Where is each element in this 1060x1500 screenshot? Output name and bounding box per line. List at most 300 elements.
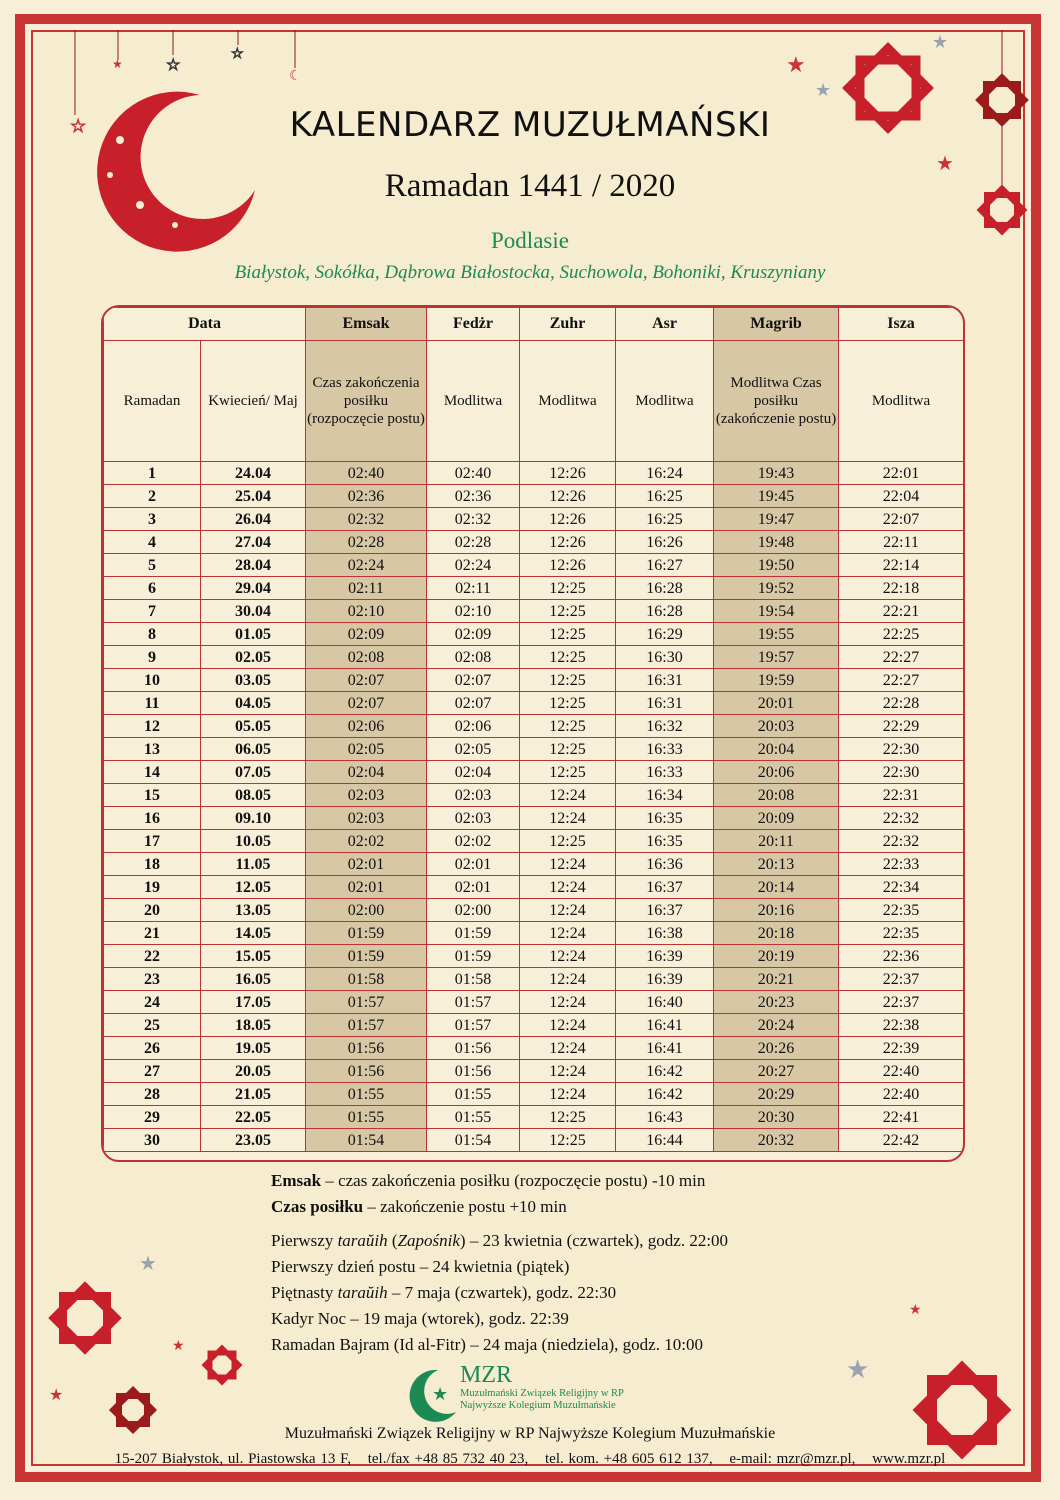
table-row bbox=[104, 577, 964, 600]
star-icon: ★ bbox=[49, 1385, 64, 1404]
subheader-asr: Modlitwa bbox=[616, 341, 714, 462]
cell-isza: 22:18 bbox=[839, 577, 964, 600]
cell-asr: 16:28 bbox=[616, 577, 714, 600]
cell-asr: 16:31 bbox=[616, 669, 714, 692]
cell-fedzr: 02:40 bbox=[427, 462, 520, 485]
cell-isza: 22:28 bbox=[839, 692, 964, 715]
cell-ramadan-day: 8 bbox=[104, 623, 201, 646]
cell-emsak: 01:59 bbox=[306, 945, 427, 968]
cell-fedzr: 02:07 bbox=[427, 669, 520, 692]
cell-fedzr: 02:36 bbox=[427, 485, 520, 508]
cell-ramadan-day: 4 bbox=[104, 531, 201, 554]
cell-magrib: 19:54 bbox=[714, 600, 839, 623]
cell-ramadan-day: 17 bbox=[104, 830, 201, 853]
cell-isza: 22:42 bbox=[839, 1129, 964, 1152]
cell-asr: 16:27 bbox=[616, 554, 714, 577]
cell-date: 28.04 bbox=[201, 554, 306, 577]
cell-ramadan-day: 19 bbox=[104, 876, 201, 899]
cell-magrib: 20:13 bbox=[714, 853, 839, 876]
cell-fedzr: 01:57 bbox=[427, 991, 520, 1014]
logo-text bbox=[460, 1362, 624, 1412]
cell-fedzr: 02:11 bbox=[427, 577, 520, 600]
cell-zuhr: 12:25 bbox=[520, 830, 616, 853]
table-row bbox=[104, 1014, 964, 1037]
cell-zuhr: 12:24 bbox=[520, 876, 616, 899]
cell-asr: 16:33 bbox=[616, 761, 714, 784]
footer-contact bbox=[0, 1451, 1060, 1468]
cell-zuhr: 12:24 bbox=[520, 807, 616, 830]
cell-isza: 22:11 bbox=[839, 531, 964, 554]
cell-ramadan-day: 26 bbox=[104, 1037, 201, 1060]
cell-fedzr: 02:09 bbox=[427, 623, 520, 646]
cell-isza: 22:01 bbox=[839, 462, 964, 485]
cell-isza: 22:35 bbox=[839, 899, 964, 922]
cell-zuhr: 12:24 bbox=[520, 853, 616, 876]
cell-ramadan-day: 24 bbox=[104, 991, 201, 1014]
cell-ramadan-day: 2 bbox=[104, 485, 201, 508]
cell-asr: 16:38 bbox=[616, 922, 714, 945]
cell-zuhr: 12:26 bbox=[520, 485, 616, 508]
cell-magrib: 19:48 bbox=[714, 531, 839, 554]
cell-asr: 16:40 bbox=[616, 991, 714, 1014]
cell-isza: 22:27 bbox=[839, 669, 964, 692]
table-row bbox=[104, 945, 964, 968]
cell-ramadan-day: 18 bbox=[104, 853, 201, 876]
prayer-times-table bbox=[103, 307, 964, 1152]
footer-www[interactable]: www.mzr.pl bbox=[872, 1451, 946, 1467]
footer-organization: Muzułmański Związek Religijny w RP Najwyższe Kolegium Muzułmańskie bbox=[284, 1425, 776, 1442]
star-icon: ★ bbox=[786, 53, 806, 78]
cell-date: 12.05 bbox=[201, 876, 306, 899]
star-icon: ★ bbox=[172, 1338, 185, 1354]
cell-zuhr: 12:25 bbox=[520, 738, 616, 761]
cell-ramadan-day: 27 bbox=[104, 1060, 201, 1083]
cell-fedzr: 02:01 bbox=[427, 853, 520, 876]
cell-zuhr: 12:24 bbox=[520, 945, 616, 968]
cell-ramadan-day: 7 bbox=[104, 600, 201, 623]
cell-fedzr: 01:56 bbox=[427, 1037, 520, 1060]
cell-zuhr: 12:25 bbox=[520, 623, 616, 646]
cell-zuhr: 12:24 bbox=[520, 899, 616, 922]
cell-asr: 16:37 bbox=[616, 876, 714, 899]
cell-magrib: 19:43 bbox=[714, 462, 839, 485]
cell-emsak: 02:04 bbox=[306, 761, 427, 784]
star-icon: ★ bbox=[815, 80, 832, 101]
cell-fedzr: 02:02 bbox=[427, 830, 520, 853]
cell-magrib: 19:57 bbox=[714, 646, 839, 669]
cell-fedzr: 02:10 bbox=[427, 600, 520, 623]
cell-asr: 16:33 bbox=[616, 738, 714, 761]
table-row bbox=[104, 485, 964, 508]
cell-ramadan-day: 3 bbox=[104, 508, 201, 531]
cell-date: 09.10 bbox=[201, 807, 306, 830]
cell-fedzr: 01:55 bbox=[427, 1083, 520, 1106]
star-icon: ★ bbox=[936, 151, 954, 175]
cell-magrib: 20:11 bbox=[714, 830, 839, 853]
table-row bbox=[104, 922, 964, 945]
cell-fedzr: 02:32 bbox=[427, 508, 520, 531]
header-data: Data bbox=[104, 308, 306, 341]
cell-zuhr: 12:25 bbox=[520, 761, 616, 784]
cell-asr: 16:25 bbox=[616, 508, 714, 531]
cell-emsak: 01:56 bbox=[306, 1037, 427, 1060]
cell-magrib: 20:01 bbox=[714, 692, 839, 715]
cell-emsak: 02:01 bbox=[306, 876, 427, 899]
cell-ramadan-day: 22 bbox=[104, 945, 201, 968]
cell-isza: 22:29 bbox=[839, 715, 964, 738]
cell-fedzr: 02:08 bbox=[427, 646, 520, 669]
cell-ramadan-day: 30 bbox=[104, 1129, 201, 1152]
cell-ramadan-day: 14 bbox=[104, 761, 201, 784]
cell-magrib: 19:45 bbox=[714, 485, 839, 508]
table-row bbox=[104, 1129, 964, 1152]
cell-ramadan-day: 5 bbox=[104, 554, 201, 577]
logo-star-icon: ★ bbox=[432, 1384, 449, 1405]
page-subtitle: Ramadan 1441 / 2020 bbox=[384, 168, 676, 204]
logo-line1: Muzułmański Związek Religijny w RP bbox=[460, 1388, 624, 1399]
cell-zuhr: 12:24 bbox=[520, 1037, 616, 1060]
note-kadyr-night: Kadyr Noc – 19 maja (wtorek), godz. 22:39 bbox=[271, 1309, 569, 1328]
table-row bbox=[104, 715, 964, 738]
octagram-bottom-left-2 bbox=[205, 1348, 239, 1382]
cell-date: 20.05 bbox=[201, 1060, 306, 1083]
cell-magrib: 20:09 bbox=[714, 807, 839, 830]
cell-ramadan-day: 12 bbox=[104, 715, 201, 738]
table-row bbox=[104, 692, 964, 715]
cell-ramadan-day: 11 bbox=[104, 692, 201, 715]
subheader-isza: Modlitwa bbox=[839, 341, 964, 462]
cell-date: 27.04 bbox=[201, 531, 306, 554]
cell-date: 14.05 bbox=[201, 922, 306, 945]
cell-isza: 22:32 bbox=[839, 807, 964, 830]
cell-emsak: 01:57 bbox=[306, 991, 427, 1014]
star-icon: ☆ bbox=[166, 55, 181, 74]
cell-isza: 22:31 bbox=[839, 784, 964, 807]
cell-fedzr: 02:05 bbox=[427, 738, 520, 761]
cell-date: 18.05 bbox=[201, 1014, 306, 1037]
cell-emsak: 02:11 bbox=[306, 577, 427, 600]
cell-fedzr: 01:59 bbox=[427, 945, 520, 968]
table-row bbox=[104, 508, 964, 531]
footer-tel: tel./fax +48 85 732 40 23, bbox=[367, 1451, 529, 1467]
table-row bbox=[104, 531, 964, 554]
cell-zuhr: 12:25 bbox=[520, 600, 616, 623]
cell-asr: 16:44 bbox=[616, 1129, 714, 1152]
cell-isza: 22:34 bbox=[839, 876, 964, 899]
cell-isza: 22:30 bbox=[839, 761, 964, 784]
subheader-date: Kwiecień/ Maj bbox=[201, 341, 306, 462]
cell-zuhr: 12:24 bbox=[520, 968, 616, 991]
cell-date: 16.05 bbox=[201, 968, 306, 991]
cell-date: 19.05 bbox=[201, 1037, 306, 1060]
cell-emsak: 02:02 bbox=[306, 830, 427, 853]
cell-fedzr: 02:24 bbox=[427, 554, 520, 577]
cell-zuhr: 12:26 bbox=[520, 531, 616, 554]
cell-magrib: 19:52 bbox=[714, 577, 839, 600]
cell-ramadan-day: 15 bbox=[104, 784, 201, 807]
header-emsak: Emsak bbox=[306, 308, 427, 341]
cell-asr: 16:35 bbox=[616, 830, 714, 853]
note-fifteenth-tarawih: Piętnasty taraŭih – 7 maja (czwartek), godz. 22:30 bbox=[271, 1283, 617, 1302]
cell-magrib: 20:06 bbox=[714, 761, 839, 784]
cell-asr: 16:39 bbox=[616, 945, 714, 968]
cell-asr: 16:28 bbox=[616, 600, 714, 623]
cell-magrib: 20:19 bbox=[714, 945, 839, 968]
cell-date: 21.05 bbox=[201, 1083, 306, 1106]
prayer-times-table-container bbox=[101, 305, 965, 1162]
page-title: KALENDARZ MUZUŁMAŃSKI bbox=[289, 105, 771, 145]
cell-date: 08.05 bbox=[201, 784, 306, 807]
cell-emsak: 01:56 bbox=[306, 1060, 427, 1083]
cell-zuhr: 12:25 bbox=[520, 692, 616, 715]
cell-date: 13.05 bbox=[201, 899, 306, 922]
cell-isza: 22:36 bbox=[839, 945, 964, 968]
cell-emsak: 02:03 bbox=[306, 784, 427, 807]
note-first-fast-day: Pierwszy dzień postu – 24 kwietnia (piątek) bbox=[271, 1257, 570, 1276]
cell-date: 30.04 bbox=[201, 600, 306, 623]
region-label: Podlasie bbox=[491, 228, 569, 253]
star-icon: ☆ bbox=[231, 46, 244, 62]
footer-mobile: tel. kom. +48 605 612 137, bbox=[545, 1451, 713, 1467]
cell-emsak: 02:40 bbox=[306, 462, 427, 485]
cell-isza: 22:39 bbox=[839, 1037, 964, 1060]
table-row bbox=[104, 968, 964, 991]
cell-magrib: 19:47 bbox=[714, 508, 839, 531]
table-row bbox=[104, 1060, 964, 1083]
cell-date: 15.05 bbox=[201, 945, 306, 968]
cell-isza: 22:25 bbox=[839, 623, 964, 646]
header-asr: Asr bbox=[616, 308, 714, 341]
subheader-ramadan: Ramadan bbox=[104, 341, 201, 462]
table-row bbox=[104, 830, 964, 853]
cell-emsak: 02:08 bbox=[306, 646, 427, 669]
cell-isza: 22:04 bbox=[839, 485, 964, 508]
cell-isza: 22:32 bbox=[839, 830, 964, 853]
cell-magrib: 20:21 bbox=[714, 968, 839, 991]
cell-isza: 22:37 bbox=[839, 991, 964, 1014]
logo-line2: Najwyższe Kolegium Muzułmańskie bbox=[460, 1400, 616, 1411]
cell-zuhr: 12:26 bbox=[520, 462, 616, 485]
cell-emsak: 01:55 bbox=[306, 1106, 427, 1129]
cell-ramadan-day: 16 bbox=[104, 807, 201, 830]
cell-fedzr: 01:56 bbox=[427, 1060, 520, 1083]
cell-fedzr: 01:54 bbox=[427, 1129, 520, 1152]
cell-magrib: 20:18 bbox=[714, 922, 839, 945]
crescent-icon: ☾ bbox=[289, 68, 302, 84]
cell-ramadan-day: 1 bbox=[104, 462, 201, 485]
table-row bbox=[104, 807, 964, 830]
star-icon: ☆ bbox=[70, 116, 87, 137]
table-row bbox=[104, 1106, 964, 1129]
cell-emsak: 02:07 bbox=[306, 669, 427, 692]
table-row bbox=[104, 462, 964, 485]
cell-emsak: 02:24 bbox=[306, 554, 427, 577]
cell-isza: 22:27 bbox=[839, 646, 964, 669]
cell-magrib: 20:29 bbox=[714, 1083, 839, 1106]
header-fedzr: Fedżr bbox=[427, 308, 520, 341]
cell-asr: 16:35 bbox=[616, 807, 714, 830]
cell-emsak: 02:10 bbox=[306, 600, 427, 623]
note-first-tarawih: Pierwszy taraŭih (Zapośnik) – 23 kwietnia (czwartek), godz. 22:00 bbox=[271, 1231, 729, 1250]
cell-isza: 22:07 bbox=[839, 508, 964, 531]
cell-fedzr: 01:58 bbox=[427, 968, 520, 991]
cell-date: 25.04 bbox=[201, 485, 306, 508]
cell-asr: 16:31 bbox=[616, 692, 714, 715]
cell-ramadan-day: 6 bbox=[104, 577, 201, 600]
cell-emsak: 01:55 bbox=[306, 1083, 427, 1106]
cell-ramadan-day: 29 bbox=[104, 1106, 201, 1129]
table-row bbox=[104, 646, 964, 669]
cell-zuhr: 12:25 bbox=[520, 646, 616, 669]
cell-emsak: 02:07 bbox=[306, 692, 427, 715]
cell-date: 06.05 bbox=[201, 738, 306, 761]
cell-isza: 22:41 bbox=[839, 1106, 964, 1129]
cell-magrib: 20:27 bbox=[714, 1060, 839, 1083]
cell-asr: 16:30 bbox=[616, 646, 714, 669]
cell-fedzr: 02:01 bbox=[427, 876, 520, 899]
logo-abbr: MZR bbox=[460, 1362, 513, 1388]
cell-date: 04.05 bbox=[201, 692, 306, 715]
subheader-magrib: Modlitwa Czas posiłku (zakończenie postu) bbox=[714, 341, 839, 462]
cell-asr: 16:36 bbox=[616, 853, 714, 876]
table-row bbox=[104, 623, 964, 646]
cell-isza: 22:30 bbox=[839, 738, 964, 761]
header-isza: Isza bbox=[839, 308, 964, 341]
table-body bbox=[104, 462, 964, 1152]
cell-date: 17.05 bbox=[201, 991, 306, 1014]
cell-date: 26.04 bbox=[201, 508, 306, 531]
cell-zuhr: 12:25 bbox=[520, 577, 616, 600]
cell-ramadan-day: 20 bbox=[104, 899, 201, 922]
table-row bbox=[104, 600, 964, 623]
star-icon: ★ bbox=[846, 1355, 870, 1385]
cell-emsak: 02:09 bbox=[306, 623, 427, 646]
cell-asr: 16:41 bbox=[616, 1037, 714, 1060]
cell-emsak: 01:58 bbox=[306, 968, 427, 991]
cell-ramadan-day: 28 bbox=[104, 1083, 201, 1106]
cell-date: 10.05 bbox=[201, 830, 306, 853]
table-row bbox=[104, 853, 964, 876]
cell-emsak: 02:00 bbox=[306, 899, 427, 922]
cell-emsak: 01:54 bbox=[306, 1129, 427, 1152]
table-row bbox=[104, 876, 964, 899]
header-magrib: Magrib bbox=[714, 308, 839, 341]
cell-date: 07.05 bbox=[201, 761, 306, 784]
cell-emsak: 02:01 bbox=[306, 853, 427, 876]
cell-ramadan-day: 10 bbox=[104, 669, 201, 692]
cell-magrib: 19:59 bbox=[714, 669, 839, 692]
subheader-fedzr: Modlitwa bbox=[427, 341, 520, 462]
cell-fedzr: 02:28 bbox=[427, 531, 520, 554]
cell-date: 02.05 bbox=[201, 646, 306, 669]
cell-emsak: 02:05 bbox=[306, 738, 427, 761]
table-row bbox=[104, 899, 964, 922]
table-row bbox=[104, 761, 964, 784]
cell-fedzr: 01:59 bbox=[427, 922, 520, 945]
table-row bbox=[104, 1083, 964, 1106]
cell-zuhr: 12:24 bbox=[520, 1083, 616, 1106]
cell-zuhr: 12:24 bbox=[520, 991, 616, 1014]
cell-date: 01.05 bbox=[201, 623, 306, 646]
notes bbox=[271, 1168, 728, 1358]
subheader-emsak: Czas zakończenia posiłku (rozpoczęcie postu) bbox=[306, 341, 427, 462]
cell-magrib: 20:03 bbox=[714, 715, 839, 738]
cell-fedzr: 02:03 bbox=[427, 784, 520, 807]
cell-ramadan-day: 23 bbox=[104, 968, 201, 991]
cell-zuhr: 12:26 bbox=[520, 554, 616, 577]
octagram-bottom-left bbox=[54, 1287, 116, 1349]
table-row bbox=[104, 1037, 964, 1060]
cell-emsak: 02:36 bbox=[306, 485, 427, 508]
cell-asr: 16:32 bbox=[616, 715, 714, 738]
cell-magrib: 20:14 bbox=[714, 876, 839, 899]
cell-zuhr: 12:25 bbox=[520, 669, 616, 692]
cell-isza: 22:40 bbox=[839, 1083, 964, 1106]
cell-zuhr: 12:24 bbox=[520, 1060, 616, 1083]
note-emsak: Emsak – czas zakończenia posiłku (rozpoczęcie postu) -10 min bbox=[271, 1171, 706, 1190]
cell-fedzr: 02:03 bbox=[427, 807, 520, 830]
octagram-bottom-left-3 bbox=[113, 1390, 153, 1430]
cell-asr: 16:29 bbox=[616, 623, 714, 646]
cell-zuhr: 12:25 bbox=[520, 1129, 616, 1152]
cell-emsak: 02:03 bbox=[306, 807, 427, 830]
footer-email[interactable]: e-mail: mzr@mzr.pl, bbox=[729, 1451, 856, 1467]
cell-fedzr: 01:57 bbox=[427, 1014, 520, 1037]
table-row bbox=[104, 991, 964, 1014]
cell-fedzr: 02:04 bbox=[427, 761, 520, 784]
cell-emsak: 01:57 bbox=[306, 1014, 427, 1037]
footer-address: 15-207 Białystok, ul. Piastowska 13 F, bbox=[114, 1451, 351, 1467]
cell-zuhr: 12:26 bbox=[520, 508, 616, 531]
cell-date: 24.04 bbox=[201, 462, 306, 485]
cell-emsak: 02:06 bbox=[306, 715, 427, 738]
cell-magrib: 20:24 bbox=[714, 1014, 839, 1037]
cell-ramadan-day: 25 bbox=[104, 1014, 201, 1037]
cell-isza: 22:14 bbox=[839, 554, 964, 577]
cell-zuhr: 12:25 bbox=[520, 715, 616, 738]
cell-asr: 16:42 bbox=[616, 1083, 714, 1106]
cell-date: 05.05 bbox=[201, 715, 306, 738]
cell-fedzr: 01:55 bbox=[427, 1106, 520, 1129]
cell-ramadan-day: 9 bbox=[104, 646, 201, 669]
cell-asr: 16:42 bbox=[616, 1060, 714, 1083]
cell-asr: 16:37 bbox=[616, 899, 714, 922]
cell-isza: 22:33 bbox=[839, 853, 964, 876]
star-icon: ★ bbox=[139, 1251, 157, 1275]
cell-emsak: 02:32 bbox=[306, 508, 427, 531]
cell-ramadan-day: 13 bbox=[104, 738, 201, 761]
cell-asr: 16:41 bbox=[616, 1014, 714, 1037]
cell-magrib: 20:26 bbox=[714, 1037, 839, 1060]
cell-zuhr: 12:24 bbox=[520, 922, 616, 945]
cell-date: 22.05 bbox=[201, 1106, 306, 1129]
cell-isza: 22:21 bbox=[839, 600, 964, 623]
cell-fedzr: 02:00 bbox=[427, 899, 520, 922]
cell-emsak: 01:59 bbox=[306, 922, 427, 945]
cell-magrib: 20:08 bbox=[714, 784, 839, 807]
cell-asr: 16:39 bbox=[616, 968, 714, 991]
table-row bbox=[104, 784, 964, 807]
cell-magrib: 20:04 bbox=[714, 738, 839, 761]
cell-magrib: 20:30 bbox=[714, 1106, 839, 1129]
cell-magrib: 20:23 bbox=[714, 991, 839, 1014]
table-row bbox=[104, 669, 964, 692]
cell-zuhr: 12:24 bbox=[520, 1014, 616, 1037]
cell-asr: 16:34 bbox=[616, 784, 714, 807]
cell-isza: 22:38 bbox=[839, 1014, 964, 1037]
note-meal: Czas posiłku – zakończenie postu +10 min bbox=[271, 1197, 567, 1216]
note-bajram: Ramadan Bajram (Id al-Fitr) – 24 maja (niedziela), godz. 10:00 bbox=[271, 1335, 703, 1354]
